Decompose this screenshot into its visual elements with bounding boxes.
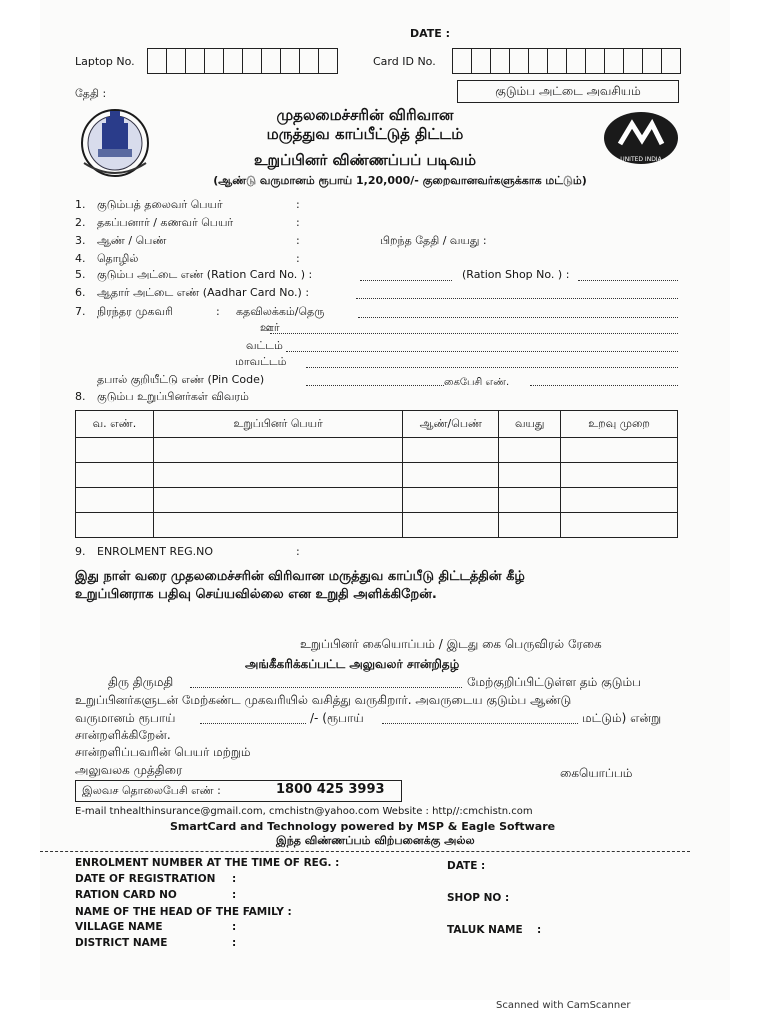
- officer-name-line[interactable]: [190, 687, 462, 688]
- cert-l2: உறுப்பினர்களுடன் மேற்கண்ட முகவரியில் வசித்து வருகிறார். அவருடைய குடும்ப ஆண்டு: [75, 693, 572, 707]
- address-street-label: கதவிலக்கம்/தெரு: [236, 305, 325, 318]
- field-9-num: 9.: [75, 545, 86, 558]
- bottom-date-reg-colon: :: [232, 873, 237, 885]
- declaration-line1: இது நாள் வரை முதலமைச்சரின் விரிவான மருத்துவ காப்பீடு திட்டத்தின் கீழ்: [75, 569, 525, 584]
- address-taluk-label: வட்டம்: [246, 339, 283, 352]
- bottom-shop-label: SHOP NO :: [447, 892, 510, 904]
- table-row[interactable]: [76, 513, 678, 538]
- field-2-label: தகப்பனார் / கணவர் பெயர்: [97, 216, 234, 229]
- card-required-box: குடும்ப அட்டை அவசியம்: [457, 80, 679, 103]
- aadhar-line[interactable]: [356, 298, 678, 299]
- bottom-ration-label: RATION CARD NO: [75, 889, 177, 901]
- member-signature-label: உறுப்பினர் கையொப்பம் / இடது கை பெருவிரல் ரேகை: [300, 637, 602, 651]
- ration-shop-line[interactable]: [578, 280, 678, 281]
- card-id-label: Card ID No.: [373, 55, 436, 68]
- table-row[interactable]: [76, 488, 678, 513]
- address-village-label: ஊர்: [260, 321, 280, 334]
- powered-by: SmartCard and Technology powered by MSP & Eagle Software: [170, 820, 556, 833]
- field-8-num: 8.: [75, 390, 86, 403]
- address-street-line[interactable]: [358, 317, 678, 318]
- cert-l3b: /- (ரூபாய்: [310, 711, 364, 725]
- declaration: [75, 568, 525, 604]
- field-7-num: 7.: [75, 305, 86, 318]
- field-2-num: 2.: [75, 216, 86, 229]
- bottom-district-colon: :: [232, 937, 237, 949]
- field-6-num: 6.: [75, 286, 86, 299]
- mobile-label: கைபேசி எண்.: [444, 377, 510, 388]
- contact-line: E-mail tnhealthinsurance@gmail.com, cmchistn@yahoo.com Website : http//:cmchistn.com: [75, 806, 533, 817]
- members-table: [75, 410, 678, 538]
- cert-l1b: மேற்குறிப்பிட்டுள்ள தம் குடும்ப: [467, 675, 642, 689]
- bottom-date-reg-label: DATE OF REGISTRATION: [75, 873, 216, 885]
- not-for-sale: இந்த விண்ணப்பம் விற்பனைக்கு அல்ல: [276, 834, 475, 847]
- cert-l3a: வருமானம் ரூபாய்: [75, 711, 176, 725]
- certificate-title: அங்கீகரிக்கப்பட்ட அலுவலர் சான்றிதழ்: [245, 657, 460, 671]
- field-3-label: ஆண் / பெண்: [97, 234, 167, 247]
- field-4-colon: :: [296, 252, 300, 265]
- cert-l6: அலுவலக முத்திரை: [75, 763, 183, 777]
- mobile-line[interactable]: [530, 385, 678, 386]
- bottom-district-label: DISTRICT NAME: [75, 937, 168, 949]
- address-village-line[interactable]: [270, 333, 678, 334]
- col-gender: ஆண்/பெண்: [403, 411, 499, 438]
- bottom-date-label: DATE :: [447, 860, 486, 872]
- income-words-line[interactable]: [382, 723, 578, 724]
- field-3-num: 3.: [75, 234, 86, 247]
- laptop-no-label: Laptop No.: [75, 55, 135, 68]
- field-2-colon: :: [296, 216, 300, 229]
- helpline-number: 1800 425 3993: [276, 782, 385, 797]
- thethi-label: தேதி :: [75, 87, 107, 100]
- field-7-colon: :: [216, 305, 220, 318]
- ration-shop-label: (Ration Shop No. ) :: [462, 268, 570, 281]
- cert-l3c: மட்டும்) என்று: [582, 711, 662, 725]
- address-district-line[interactable]: [306, 367, 678, 368]
- bottom-ration-colon: :: [232, 889, 237, 901]
- helpline-label: இலவச தொலைபேசி எண் :: [82, 784, 221, 797]
- field-5-num: 5.: [75, 268, 86, 281]
- declaration-line2: உறுப்பினராக பதிவு செய்யவில்லை என உறுதி அளிக்கிறேன்.: [75, 587, 437, 602]
- ration-card-line[interactable]: [360, 280, 452, 281]
- date-label: DATE :: [410, 27, 451, 40]
- income-figure-line[interactable]: [200, 723, 306, 724]
- field-4-num: 4.: [75, 252, 86, 265]
- cert-l4: சான்றளிக்கிறேன்.: [75, 728, 171, 742]
- logo-text: UNITED INDIA: [620, 156, 662, 163]
- card-id-boxes[interactable]: [452, 48, 681, 74]
- bottom-taluk-colon: :: [537, 924, 542, 936]
- title-line3: உறுப்பினர் விண்ணப்பப் படிவம்: [253, 151, 477, 169]
- col-relation: உறவு முறை: [561, 411, 678, 438]
- enrolment-label: ENROLMENT REG.NO: [97, 545, 213, 558]
- title-line2: மருத்துவ காப்பீட்டுத் திட்டம்: [266, 125, 464, 143]
- enrolment-colon: :: [296, 545, 300, 558]
- bottom-taluk-label: TALUK NAME: [447, 924, 523, 936]
- title-line1: முதலமைச்சரின் விரிவான: [276, 106, 454, 124]
- col-member-name: உறுப்பினர் பெயர்: [153, 411, 403, 438]
- table-row[interactable]: [76, 463, 678, 488]
- field-6-label: ஆதார் அட்டை எண் (Aadhar Card No.) :: [97, 286, 310, 299]
- col-age: வயது: [499, 411, 561, 438]
- address-district-label: மாவட்டம்: [235, 355, 287, 368]
- officer-signature-label: கையொப்பம்: [560, 766, 633, 780]
- laptop-no-boxes[interactable]: [147, 48, 338, 74]
- camscanner-watermark: Scanned with CamScanner: [496, 1000, 631, 1011]
- members-table-header: [76, 411, 678, 438]
- col-serial: வ. எண்.: [76, 411, 154, 438]
- helpline-box: [75, 780, 402, 802]
- cut-line: [40, 851, 690, 852]
- table-row[interactable]: [76, 438, 678, 463]
- pincode-line[interactable]: [306, 385, 444, 386]
- bottom-village-label: VILLAGE NAME: [75, 921, 163, 933]
- bottom-enrol-label: ENROLMENT NUMBER AT THE TIME OF REG. :: [75, 857, 340, 869]
- cert-l5: சான்றளிப்பவரின் பெயர் மற்றும்: [75, 745, 251, 759]
- bottom-head-label: NAME OF THE HEAD OF THE FAMILY :: [75, 906, 292, 918]
- members-heading: குடும்ப உறுப்பினர்கள் விவரம்: [97, 390, 249, 403]
- cert-l1a: திரு திருமதி: [108, 675, 174, 689]
- tn-emblem-icon: [70, 105, 160, 185]
- address-taluk-line[interactable]: [286, 351, 678, 352]
- title-line4: (ஆண்டு வருமானம் ரூபாய் 1,20,000/- குறைவானவர்களுக்காக மட்டும்): [213, 174, 587, 187]
- field-3-colon: :: [296, 234, 300, 247]
- bottom-village-colon: :: [232, 921, 237, 933]
- field-1-num: 1.: [75, 198, 86, 211]
- field-4-label: தொழில்: [97, 252, 139, 265]
- field-1-label: குடும்பத் தலைவர் பெயர்: [97, 198, 223, 211]
- field-1-colon: :: [296, 198, 300, 211]
- pincode-label: தபால் குறியீட்டு எண் (Pin Code): [97, 373, 265, 386]
- field-5-label: குடும்ப அட்டை எண் (Ration Card No. ) :: [97, 268, 313, 281]
- field-7-label: நிரந்தர முகவரி: [97, 305, 173, 318]
- birth-date-label: பிறந்த தேதி / வயது :: [380, 234, 487, 247]
